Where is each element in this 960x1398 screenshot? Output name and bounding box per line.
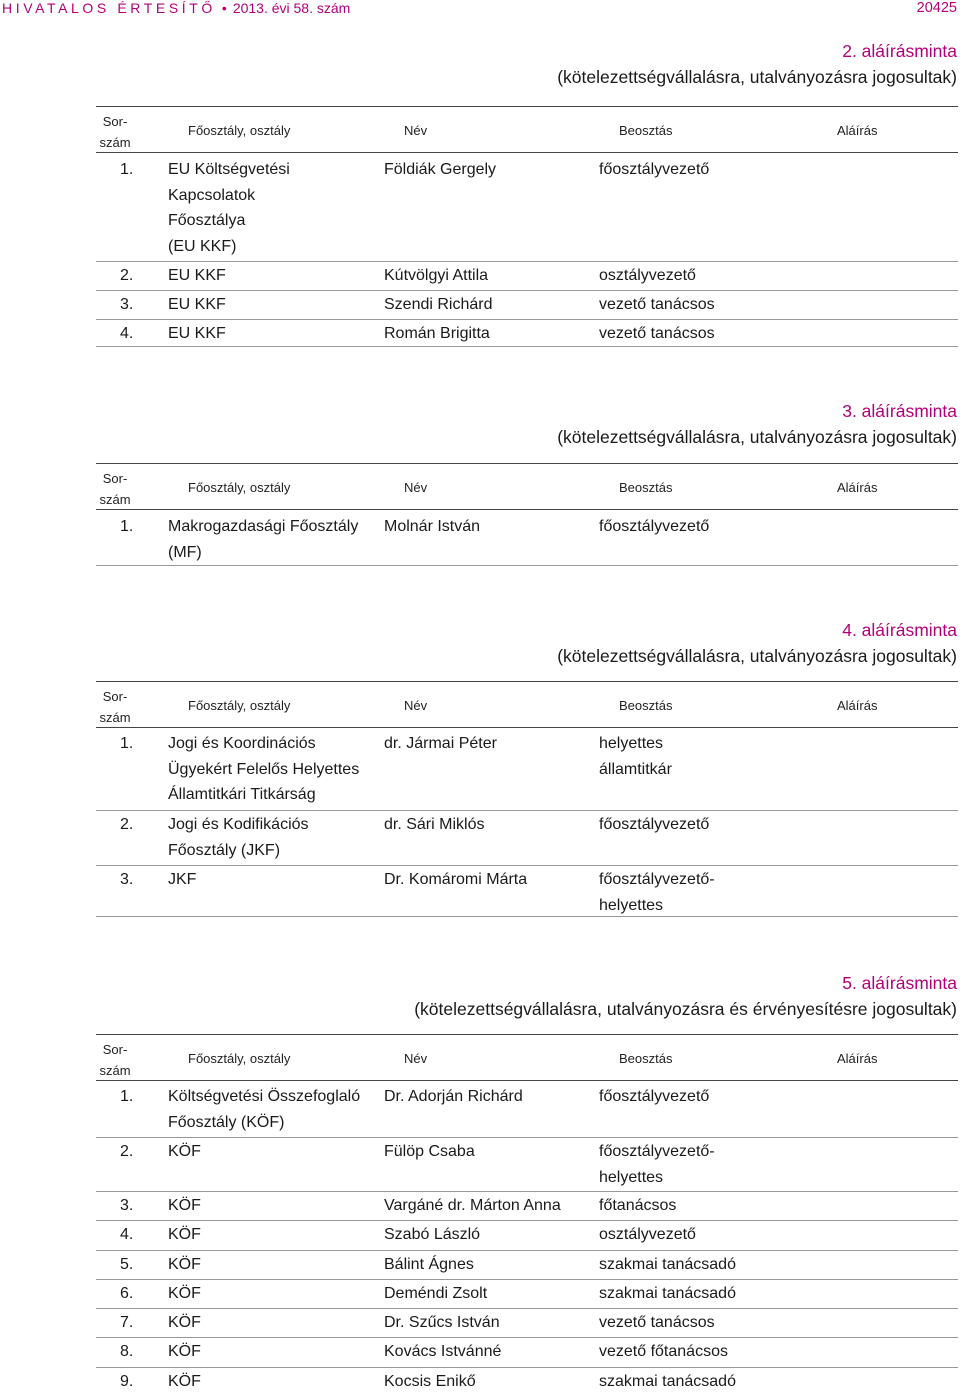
name-cell: Kovács Istvánné bbox=[384, 1343, 502, 1360]
issue-label: 2013. évi 58. szám bbox=[232, 0, 351, 16]
column-header-department: Főosztály, osztály bbox=[188, 480, 291, 495]
row-number: 2. bbox=[120, 816, 134, 833]
position-cell: főosztályvezető bbox=[599, 816, 710, 833]
section-subtitle: (kötelezettségvállalásra, utalványozásra jogosultak) bbox=[557, 646, 957, 666]
position-cell: helyettes államtitkár bbox=[599, 735, 672, 778]
position-cell: főosztályvezető- helyettes bbox=[599, 1143, 715, 1186]
position-cell: szakmai tanácsadó bbox=[599, 1256, 736, 1273]
running-head bbox=[2, 0, 350, 16]
section-title-block bbox=[414, 970, 957, 1022]
row-number: 3. bbox=[120, 1197, 134, 1214]
name-cell: dr. Sári Miklós bbox=[384, 816, 485, 833]
table-header-rule bbox=[96, 1080, 958, 1081]
position-cell: vezető tanácsos bbox=[599, 296, 715, 313]
department-cell: KÖF bbox=[168, 1343, 201, 1360]
row-number: 1. bbox=[120, 1088, 134, 1105]
row-divider bbox=[96, 346, 958, 347]
row-divider bbox=[96, 319, 958, 320]
department-cell: KÖF bbox=[168, 1373, 201, 1390]
name-cell: Dr. Komáromi Márta bbox=[384, 871, 528, 888]
department-cell: KÖF bbox=[168, 1256, 201, 1273]
column-header-position: Beosztás bbox=[619, 123, 673, 138]
row-number: 8. bbox=[120, 1343, 134, 1360]
row-divider bbox=[96, 1337, 958, 1338]
row-number: 1. bbox=[120, 161, 134, 178]
department-cell: KÖF bbox=[168, 1285, 201, 1302]
department-cell: Jogi és Kodifikációs Főosztály (JKF) bbox=[168, 816, 309, 859]
column-header-signature: Aláírás bbox=[837, 480, 878, 495]
column-header-department: Főosztály, osztály bbox=[188, 698, 291, 713]
position-cell: vezető főtanácsos bbox=[599, 1343, 728, 1360]
row-divider bbox=[96, 565, 958, 566]
position-cell: osztályvezető bbox=[599, 1226, 696, 1243]
table-top-rule bbox=[96, 463, 958, 464]
row-divider bbox=[96, 810, 958, 811]
department-cell: JKF bbox=[168, 871, 197, 888]
column-header-sorszam: Sor- szám bbox=[99, 1042, 131, 1078]
position-cell: osztályvezető bbox=[599, 267, 696, 284]
column-header-signature: Aláírás bbox=[837, 123, 878, 138]
section-title-block bbox=[557, 38, 957, 90]
department-cell: EU Költségvetési Kapcsolatok Főosztálya (EU KKF) bbox=[168, 161, 290, 255]
row-divider bbox=[96, 290, 958, 291]
row-number: 4. bbox=[120, 1226, 134, 1243]
row-divider bbox=[96, 1308, 958, 1309]
department-cell: EU KKF bbox=[168, 325, 226, 342]
department-cell: Makrogazdasági Főosztály (MF) bbox=[168, 518, 359, 561]
column-header-position: Beosztás bbox=[619, 698, 673, 713]
department-cell: Jogi és Koordinációs Ügyekért Felelős Helyettes Államtitkári Titkárság bbox=[168, 735, 360, 803]
name-cell: Szabó László bbox=[384, 1226, 481, 1243]
column-header-sorszam: Sor- szám bbox=[99, 471, 131, 507]
department-cell: EU KKF bbox=[168, 296, 226, 313]
table-top-rule bbox=[96, 106, 958, 107]
table-top-rule bbox=[96, 1034, 958, 1035]
department-cell: KÖF bbox=[168, 1226, 201, 1243]
row-divider bbox=[96, 1250, 958, 1251]
column-header-department: Főosztály, osztály bbox=[188, 1051, 291, 1066]
row-number: 9. bbox=[120, 1373, 134, 1390]
page-number: 20425 bbox=[916, 0, 957, 16]
position-cell: főosztályvezető bbox=[599, 161, 710, 178]
column-header-name: Név bbox=[404, 698, 428, 713]
row-divider bbox=[96, 1279, 958, 1280]
page-header bbox=[0, 0, 960, 18]
name-cell: Kocsis Enikő bbox=[384, 1373, 476, 1390]
row-number: 6. bbox=[120, 1285, 134, 1302]
column-header-sorszam: Sor- szám bbox=[99, 114, 131, 150]
row-number: 2. bbox=[120, 1143, 134, 1160]
name-cell: Deméndi Zsolt bbox=[384, 1285, 488, 1302]
row-number: 1. bbox=[120, 518, 134, 535]
row-number: 2. bbox=[120, 267, 134, 284]
name-cell: Kútvölgyi Attila bbox=[384, 267, 489, 284]
department-cell: KÖF bbox=[168, 1314, 201, 1331]
section-subtitle: (kötelezettségvállalásra, utalványozásra jogosultak) bbox=[557, 67, 957, 87]
section-title: 3. aláírásminta bbox=[842, 401, 957, 421]
table-header-rule bbox=[96, 727, 958, 728]
name-cell: Román Brigitta bbox=[384, 325, 490, 342]
row-divider bbox=[96, 1191, 958, 1192]
row-divider bbox=[96, 1137, 958, 1138]
row-divider bbox=[96, 1220, 958, 1221]
position-cell: főosztályvezető- helyettes bbox=[599, 871, 715, 914]
row-number: 5. bbox=[120, 1256, 134, 1273]
department-cell: EU KKF bbox=[168, 267, 226, 284]
column-header-signature: Aláírás bbox=[837, 1051, 878, 1066]
department-cell: KÖF bbox=[168, 1143, 201, 1160]
row-divider bbox=[96, 1367, 958, 1368]
row-divider bbox=[96, 865, 958, 866]
section-title: 2. aláírásminta bbox=[842, 41, 957, 61]
name-cell: dr. Jármai Péter bbox=[384, 735, 497, 752]
column-header-sorszam: Sor- szám bbox=[99, 689, 131, 725]
column-header-department: Főosztály, osztály bbox=[188, 123, 291, 138]
name-cell: Szendi Richárd bbox=[384, 296, 493, 313]
row-number: 3. bbox=[120, 871, 134, 888]
name-cell: Dr. Adorján Richárd bbox=[384, 1088, 523, 1105]
row-number: 4. bbox=[120, 325, 134, 342]
table-top-rule bbox=[96, 681, 958, 682]
column-header-position: Beosztás bbox=[619, 480, 673, 495]
position-cell: főtanácsos bbox=[599, 1197, 677, 1214]
section-title-block bbox=[557, 617, 957, 669]
row-divider bbox=[96, 916, 958, 917]
department-cell: KÖF bbox=[168, 1197, 201, 1214]
row-divider bbox=[96, 261, 958, 262]
name-cell: Bálint Ágnes bbox=[384, 1256, 474, 1273]
name-cell: Földiák Gergely bbox=[384, 161, 497, 178]
bullet-separator: • bbox=[221, 0, 227, 16]
department-cell: Költségvetési Összefoglaló Főosztály (KÖF) bbox=[168, 1088, 361, 1131]
position-cell: vezető tanácsos bbox=[599, 325, 715, 342]
position-cell: vezető tanácsos bbox=[599, 1314, 715, 1331]
position-cell: főosztályvezető bbox=[599, 1088, 710, 1105]
name-cell: Dr. Szűcs István bbox=[384, 1314, 500, 1331]
section-title: 5. aláírásminta bbox=[842, 973, 957, 993]
section-subtitle: (kötelezettségvállalásra, utalványozásra és érvényesítésre jogosultak) bbox=[414, 999, 957, 1019]
row-number: 7. bbox=[120, 1314, 134, 1331]
section-title: 4. aláírásminta bbox=[842, 620, 957, 640]
column-header-name: Név bbox=[404, 123, 428, 138]
section-title-block bbox=[557, 398, 957, 450]
name-cell: Vargáné dr. Márton Anna bbox=[384, 1197, 561, 1214]
name-cell: Molnár István bbox=[384, 518, 481, 535]
position-cell: főosztályvezető bbox=[599, 518, 710, 535]
section-subtitle: (kötelezettségvállalásra, utalványozásra jogosultak) bbox=[557, 427, 957, 447]
row-number: 1. bbox=[120, 735, 134, 752]
row-number: 3. bbox=[120, 296, 134, 313]
publication-name: HIVATALOS ÉRTESÍTŐ bbox=[2, 0, 216, 16]
table-header-rule bbox=[96, 509, 958, 510]
name-cell: Fülöp Csaba bbox=[384, 1143, 475, 1160]
position-cell: szakmai tanácsadó bbox=[599, 1373, 736, 1390]
table-header-rule bbox=[96, 152, 958, 153]
column-header-name: Név bbox=[404, 480, 428, 495]
column-header-signature: Aláírás bbox=[837, 698, 878, 713]
position-cell: szakmai tanácsadó bbox=[599, 1285, 736, 1302]
column-header-position: Beosztás bbox=[619, 1051, 673, 1066]
column-header-name: Név bbox=[404, 1051, 428, 1066]
